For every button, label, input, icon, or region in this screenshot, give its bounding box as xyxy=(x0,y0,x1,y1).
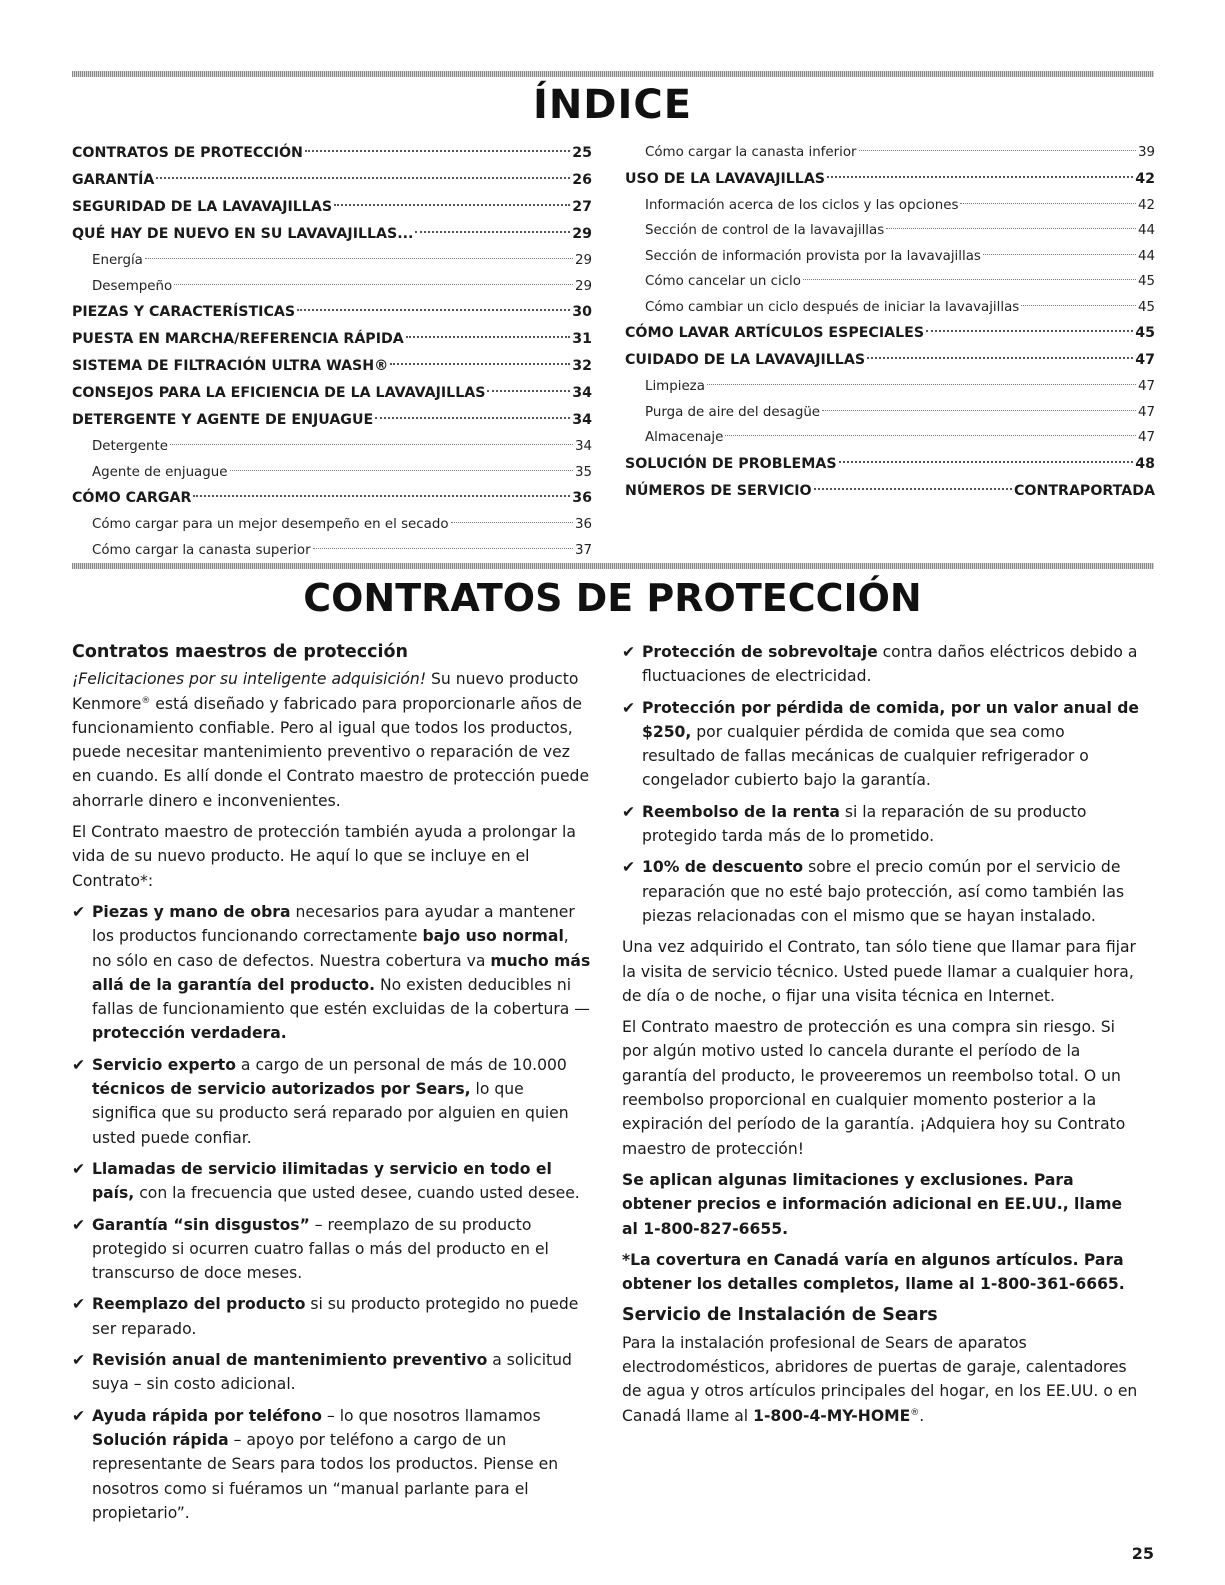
check-icon: ✔ xyxy=(72,1295,86,1314)
toc-entry-label: SISTEMA DE FILTRACIÓN ULTRA WASH® xyxy=(72,358,389,374)
dot-leader xyxy=(170,444,573,445)
dot-leader xyxy=(859,150,1136,151)
installation-heading: Servicio de Instalación de Sears xyxy=(622,1305,938,1326)
dot-leader xyxy=(334,204,570,206)
dot-leader xyxy=(827,176,1133,178)
toc-entry-label: Limpieza xyxy=(645,379,705,394)
toc-entry xyxy=(72,274,592,300)
toc-entry-page: 32 xyxy=(572,358,592,374)
toc-entry-page: 48 xyxy=(1135,455,1155,472)
toc-entry xyxy=(72,140,592,167)
toc-entry-page: 29 xyxy=(574,278,592,294)
dot-leader xyxy=(145,258,573,259)
toc-entry-label: NÚMEROS DE SERVICIO xyxy=(625,482,812,499)
toc-entry-label: Detergente xyxy=(92,439,169,454)
toc-entry-label: DETERGENTE Y AGENTE DE ENJUAGUE xyxy=(72,412,374,428)
benefit-parts-labor: ✔ Piezas y mano de obra necesarios para ayudar a mantener los productos funcionando correctamente bajo uso normal, no sólo en caso de defectos. Nuestra cobertura va mucho más allá de la garantía del producto. No existen deducibles ni fallas de funcionamiento que estén excluidas de la cobertura — protección verdadera. xyxy=(72,900,592,1046)
toc-entry-label: Cómo cancelar un ciclo xyxy=(645,274,801,289)
dot-leader xyxy=(415,231,570,233)
toc-entry-label: USO DE LA LAVAVAJILLAS xyxy=(625,170,826,187)
toc-entry-page: 44 xyxy=(1137,223,1155,238)
dot-leader xyxy=(297,309,570,311)
toc-entry-page: 37 xyxy=(574,542,592,558)
toc-entry-label: PIEZAS Y CARACTERÍSTICAS xyxy=(72,304,296,320)
dot-leader xyxy=(313,548,573,549)
toc-entry-page: 47 xyxy=(1137,430,1155,445)
check-icon: ✔ xyxy=(72,1406,86,1425)
check-icon: ✔ xyxy=(622,802,636,821)
installation-phone: 1-800-4-MY-HOME xyxy=(753,1406,911,1425)
toc-entry-page: 30 xyxy=(572,304,592,320)
toc-entry xyxy=(625,451,1155,478)
toc-entry-page: 45 xyxy=(1135,325,1155,341)
master-contracts-heading: Contratos maestros de protección xyxy=(72,642,409,662)
toc-entry-page: 25 xyxy=(572,145,592,161)
check-icon: ✔ xyxy=(72,1159,86,1178)
toc-entry-page: 34 xyxy=(572,385,592,401)
dot-leader xyxy=(406,336,571,338)
dot-leader xyxy=(839,461,1134,463)
toc-entry-page: 44 xyxy=(1137,248,1155,264)
dot-leader xyxy=(867,357,1133,359)
toc-entry-label: Almacenaje xyxy=(645,430,724,445)
toc-entry-page: 36 xyxy=(574,517,592,532)
toc-entry-label: Energía xyxy=(92,253,143,268)
dot-leader xyxy=(305,150,570,152)
check-icon: ✔ xyxy=(72,1351,86,1370)
dot-leader xyxy=(156,177,570,179)
toc-entry xyxy=(72,167,592,194)
benefit-rental-reimbursement: ✔ Reembolso de la renta si la reparación de su producto protegido tarda más de lo prometido. xyxy=(622,800,1142,849)
toc-title: ÍNDICE xyxy=(532,82,693,128)
toc-entry-page: 26 xyxy=(572,172,592,188)
contract-includes-paragraph: El Contrato maestro de protección también ayuda a prolongar la vida de su nuevo producto. He aquí lo que se incluye en el Contrato*: xyxy=(72,823,576,890)
toc-entry-label: Purga de aire del desagüe xyxy=(645,404,821,420)
intro-paragraph: ¡Felicitaciones por su inteligente adquisición! Su nuevo producto Kenmore® está diseñado y fabricado para proporcionarle años de funcionamiento confiable. Pero al igual que todos los productos, puede necesitar mantenimiento preventivo o reparación de vez en cuando. Es allí donde el Contrato maestro de protección puede ahorrarle dinero e inconvenientes. xyxy=(72,670,590,810)
installation-paragraph: Para la instalación profesional de Sears de aparatos electrodomésticos, abridores de puertas de garaje, calentadores de agua y otros artículos principales del hogar, en los EE.UU. o en Canadá llame al 1-800-4-MY-HOME®. xyxy=(622,1333,1138,1425)
benefit-expert-service: ✔ Servicio experto a cargo de un personal de más de 10.000 técnicos de servicio autorizados por Sears, lo que significa que su producto será reparado por alguien en quien usted puede confiar. xyxy=(72,1053,592,1150)
toc-entry-page: 47 xyxy=(1135,352,1155,368)
dot-leader xyxy=(230,470,573,471)
toc-entry-label: CUIDADO DE LA LAVAVAJILLAS xyxy=(625,352,866,368)
toc-entry xyxy=(72,326,592,353)
toc-entry-label: SOLUCIÓN DE PROBLEMAS xyxy=(625,455,837,472)
toc-entry xyxy=(72,380,592,407)
toc-entry-page: 34 xyxy=(572,412,592,428)
toc-entry-page: 36 xyxy=(572,490,592,506)
toc-entry xyxy=(625,269,1155,295)
scheduling-paragraph: Una vez adquirido el Contrato, tan sólo tiene que llamar para fijar la visita de servicio técnico. Usted puede llamar a cualquier hora, de día o de noche, o fijar una visita técnica en Internet. xyxy=(622,938,1136,1005)
dot-leader xyxy=(886,228,1136,229)
check-icon: ✔ xyxy=(622,698,636,717)
dot-leader xyxy=(174,284,573,285)
toc-entry-label: CONSEJOS PARA LA EFICIENCIA DE LA LAVAVAJILLAS xyxy=(72,385,486,401)
toc-entry xyxy=(625,193,1155,219)
toc-entry-label: Agente de enjuague xyxy=(92,464,228,480)
toc-entry-page: 35 xyxy=(574,464,592,480)
toc-entry-label: Desempeño xyxy=(92,278,173,294)
benefit-discount: ✔ 10% de descuento sobre el precio común por el servicio de reparación que no esté bajo protección, así como también las piezas relacionadas con el mismo que se hayan instalado. xyxy=(622,855,1142,928)
toc-entry xyxy=(625,244,1155,270)
toc-entry xyxy=(72,485,592,512)
check-icon: ✔ xyxy=(72,1215,86,1234)
toc-entry-label: Cómo cargar la canasta superior xyxy=(92,542,311,558)
toc-entry-page: 29 xyxy=(574,253,592,268)
toc-entry-page: 42 xyxy=(1137,197,1155,213)
toc-entry xyxy=(72,434,592,460)
toc-entry-label: Cómo cargar para un mejor desempeño en el secado xyxy=(92,517,449,532)
toc-entry xyxy=(625,374,1155,400)
toc-entry-page: 31 xyxy=(572,331,592,347)
benefit-unlimited-calls: ✔ Llamadas de servicio ilimitadas y servicio en todo el país, con la frecuencia que usted desee, cuando usted desee. xyxy=(72,1157,592,1206)
toc-entry xyxy=(72,512,592,538)
toc-entry xyxy=(72,221,592,248)
dot-leader xyxy=(822,410,1136,411)
toc-entry-label: CÓMO LAVAR ARTÍCULOS ESPECIALES xyxy=(625,325,925,341)
toc-entry-page: 39 xyxy=(1137,145,1155,160)
dot-leader xyxy=(390,363,570,365)
toc-entry xyxy=(625,400,1155,426)
toc-entry-label: Sección de control de la lavavajillas xyxy=(645,223,885,238)
toc-entry-label: Información acerca de los ciclos y las opciones xyxy=(645,197,959,213)
limitations-note: Se aplican algunas limitaciones y exclusiones. Para obtener precios e información adicional en EE.UU., llame al 1-800-827-6655. xyxy=(622,1170,1123,1238)
check-icon: ✔ xyxy=(72,902,86,921)
dot-leader xyxy=(375,417,570,419)
check-icon: ✔ xyxy=(622,643,636,661)
right-text-column xyxy=(622,640,1142,1435)
toc-entry-page: 29 xyxy=(572,226,592,242)
dot-leader xyxy=(725,435,1136,436)
canada-footnote: *La covertura en Canadá varía en algunos artículos. Para obtener los detalles completos, llame al 1-800-361-6665. xyxy=(622,1250,1125,1294)
toc-entry-label: PUESTA EN MARCHA/REFERENCIA RÁPIDA xyxy=(72,331,404,347)
dot-leader xyxy=(451,522,573,523)
toc-entry-label: Sección de información provista por la lavavajillas xyxy=(645,248,981,264)
toc-entry xyxy=(625,425,1155,451)
toc-entry xyxy=(625,478,1155,505)
toc-entry xyxy=(625,140,1155,166)
dot-leader xyxy=(1021,305,1136,306)
toc-entry xyxy=(625,295,1155,321)
toc-entry-label: CONTRATOS DE PROTECCIÓN xyxy=(72,145,303,161)
check-icon: ✔ xyxy=(622,858,636,877)
benefit-phone-help: ✔ Ayuda rápida por teléfono – lo que nosotros llamamos Solución rápida – apoyo por teléfono a cargo de un representante de Sears para todos los productos. Piense en nosotros como si fuéramos un “manual parlante para el propietario”. xyxy=(72,1404,592,1525)
top-divider xyxy=(72,71,1154,77)
benefit-food-loss: ✔ Protección por pérdida de comida, por un valor anual de $250, por cualquier pérdida de comida que sea como resultado de fallas mecánicas de cualquier refrigerador o congelador cubierto bajo la garantía. xyxy=(622,696,1142,793)
toc-entry-page: 34 xyxy=(574,439,592,454)
dot-leader xyxy=(926,330,1133,332)
toc-entry-page: 45 xyxy=(1137,299,1155,315)
toc-entry xyxy=(72,538,592,564)
benefit-annual-checkup: ✔ Revisión anual de mantenimiento preventivo a solicitud suya – sin costo adicional. xyxy=(72,1348,592,1397)
toc-entry-label: GARANTÍA xyxy=(72,172,155,188)
toc-entry-label: QUÉ HAY DE NUEVO EN SU LAVAVAJILLAS... xyxy=(72,226,414,242)
risk-free-paragraph: El Contrato maestro de protección es una compra sin riesgo. Si por algún motivo usted lo cancela durante el período de la garantía del producto, le proveeremos un reembolso total. O un reembolso proporcional en cualquier momento posterior a la expiración del período de la garantía. ¡Adquiera hoy su Contrato maestro de protección! xyxy=(622,1018,1126,1158)
toc-entry-page: 47 xyxy=(1137,379,1155,394)
benefit-replacement: ✔ Reemplazo del producto si su producto protegido no puede ser reparado. xyxy=(72,1292,592,1341)
toc-entry-label: SEGURIDAD DE LA LAVAVAJILLAS xyxy=(72,199,333,215)
toc-right-column xyxy=(625,140,1155,505)
toc-entry-page: 42 xyxy=(1135,170,1155,187)
toc-entry-label: Cómo cargar la canasta inferior xyxy=(645,145,857,160)
toc-entry-label: CÓMO CARGAR xyxy=(72,490,192,506)
page-number: 25 xyxy=(1131,1544,1154,1563)
toc-entry-page: 45 xyxy=(1137,274,1155,289)
benefit-no-lemon: ✔ Garantía “sin disgustos” – reemplazo de su producto protegido si ocurren cuatro fallas o más del producto en el transcurso de doce meses. xyxy=(72,1213,592,1286)
toc-entry xyxy=(72,194,592,221)
dot-leader xyxy=(707,384,1136,385)
dot-leader xyxy=(487,390,570,392)
toc-entry-label: Cómo cambiar un ciclo después de iniciar la lavavajillas xyxy=(645,299,1020,315)
check-icon: ✔ xyxy=(72,1055,86,1074)
toc-entry-page: 47 xyxy=(1137,404,1155,420)
benefit-surge-protection: ✔ Protección de sobrevoltaje contra daños eléctricos debido a fluctuaciones de electricidad. xyxy=(622,640,1142,689)
dot-leader xyxy=(814,488,1012,490)
toc-entry xyxy=(625,320,1155,347)
dot-leader xyxy=(983,254,1136,255)
section-title: CONTRATOS DE PROTECCIÓN xyxy=(303,576,922,620)
dot-leader xyxy=(803,279,1136,280)
toc-entry xyxy=(72,299,592,326)
left-text-column xyxy=(72,640,592,1532)
toc-entry xyxy=(625,218,1155,244)
dot-leader xyxy=(193,495,570,497)
toc-entry-page: CONTRAPORTADA xyxy=(1014,482,1155,499)
dot-leader xyxy=(960,203,1135,204)
toc-entry xyxy=(625,347,1155,374)
section-divider xyxy=(72,563,1154,569)
toc-entry xyxy=(72,460,592,486)
toc-entry xyxy=(72,407,592,434)
toc-entry xyxy=(625,166,1155,193)
toc-entry-page: 27 xyxy=(572,199,592,215)
toc-left-column xyxy=(72,140,592,563)
toc-entry xyxy=(72,248,592,274)
toc-entry xyxy=(72,353,592,380)
